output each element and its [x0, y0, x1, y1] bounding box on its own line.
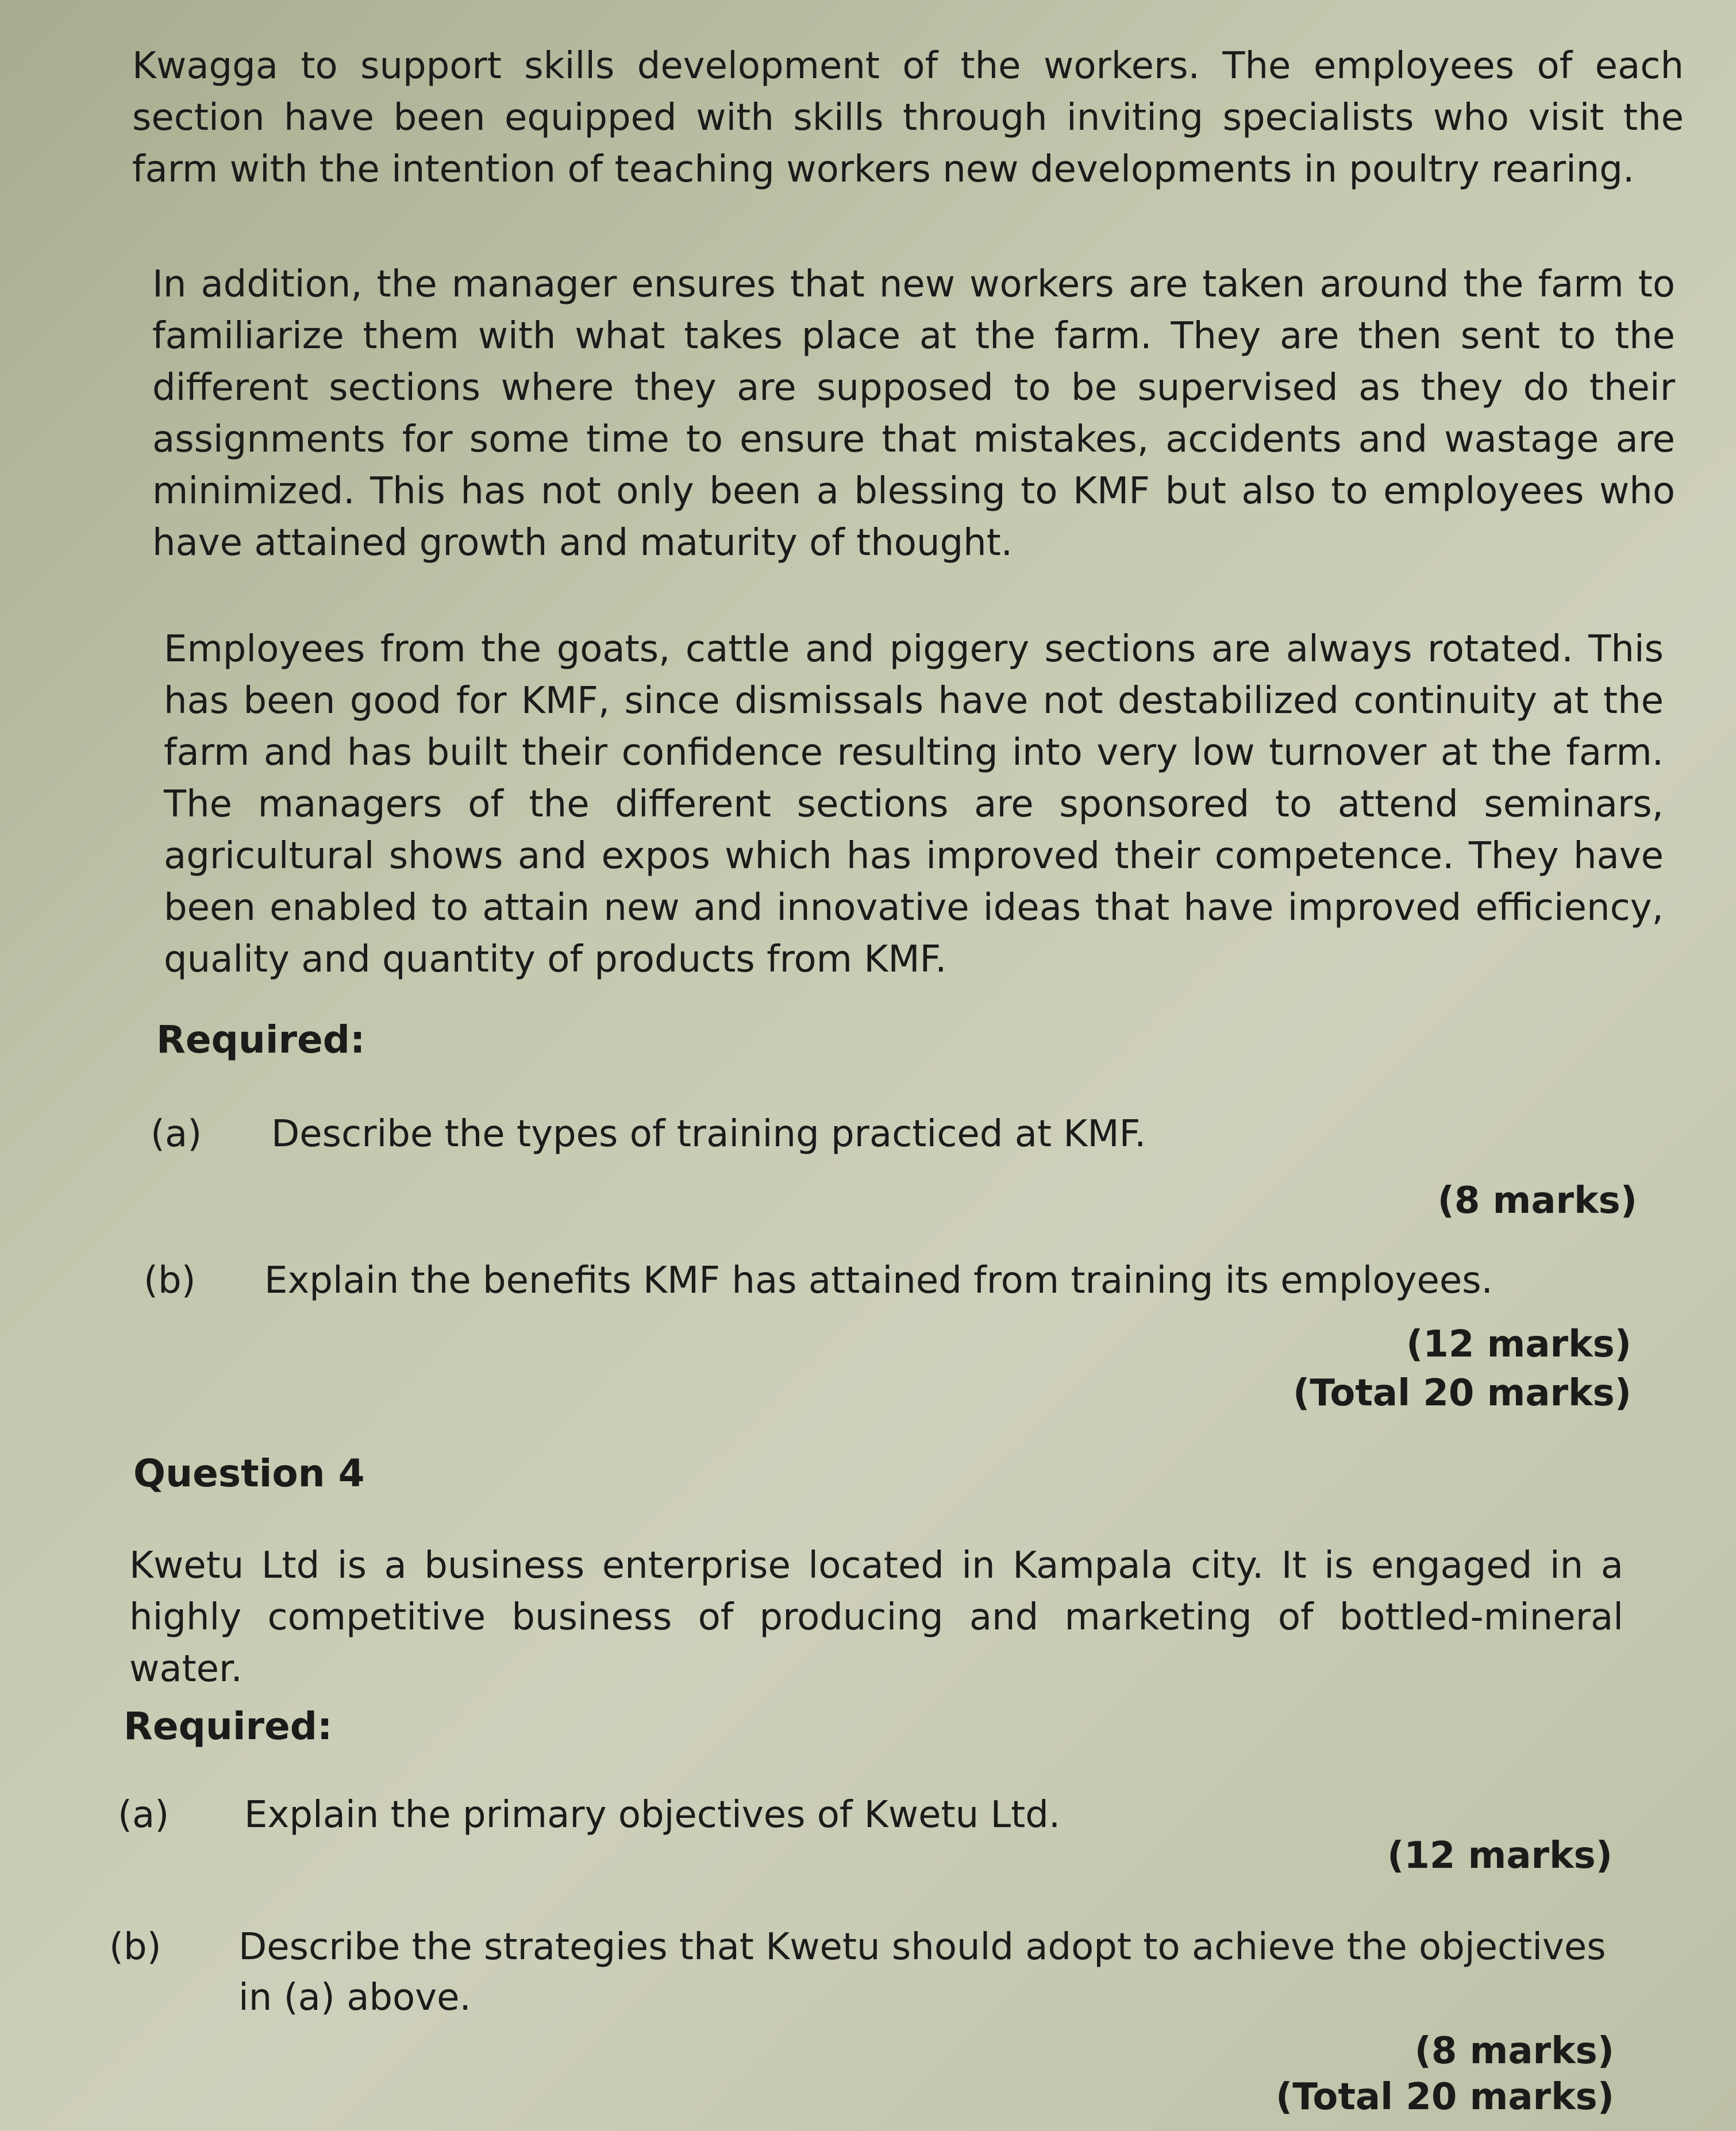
- q3-total-marks: (Total 20 marks): [1292, 1372, 1631, 1415]
- q3-part-b-marks: (12 marks): [1406, 1323, 1631, 1366]
- q3-part-a: [151, 1109, 1645, 1161]
- q4-part-b-marks: (8 marks): [1414, 2030, 1614, 2072]
- q3-part-b: [144, 1255, 1649, 1307]
- question-4-title: Question 4: [133, 1451, 365, 1496]
- q4-part-a-text: Explain the primary objectives of Kwetu Ltd.: [244, 1794, 1061, 1836]
- q4-required-heading: Required:: [124, 1704, 333, 1748]
- q3-part-a-marks: (8 marks): [1437, 1180, 1637, 1222]
- q3-part-a-text: Describe the types of training practiced at KMF.: [271, 1113, 1146, 1155]
- q3-part-a-label: (a): [151, 1113, 202, 1155]
- paragraph-job-rotation: Employees from the goats, cattle and piggery sections are always rotated. This has been good for KMF, since dismissals have not destabilized continuity at the farm and has built their confidence resulting into very low turnover at the farm. The managers of the different sections are sponsored to attend seminars, agricultural shows and expos which has improved their competence. They have been enabled to attain new and innovative ideas that have improved efficiency, quality and quantity of products from KMF.: [164, 628, 1664, 981]
- q3-part-b-label: (b): [144, 1259, 196, 1302]
- q4-part-b: [109, 1922, 1626, 2037]
- q4-part-b-text: Describe the strategies that Kwetu should adopt to achieve the objectives in (a) above.: [238, 1926, 1606, 2019]
- q4-part-b-label: (b): [109, 1926, 161, 1968]
- q3-part-b-text: Explain the benefits KMF has attained from training its employees.: [264, 1259, 1493, 1302]
- q4-part-a-marks: (12 marks): [1387, 1835, 1612, 1877]
- paragraph-training-specialists: Kwagga to support skills development of the workers. The employees of each section have been equipped with skills through inviting specialists who visit the farm with the intention of teaching workers new developments in poultry rearing.: [132, 45, 1684, 191]
- q4-part-a-label: (a): [118, 1794, 170, 1836]
- q4-total-marks: (Total 20 marks): [1275, 2076, 1614, 2118]
- q3-required-heading: Required:: [156, 1018, 365, 1062]
- paragraph-induction: In addition, the manager ensures that new workers are taken around the farm to familiarize them with what takes place at the farm. They are then sent to the different sections where they are supposed to be supervised as they do their assignments for some time to ensure that mistakes, accidents and wastage are minimized. This has not only been a blessing to KMF but also to employees who have attained growth and maturity of thought.: [152, 263, 1675, 564]
- q4-intro-paragraph: Kwetu Ltd is a business enterprise located in Kampala city. It is engaged in a highly competitive business of producing and marketing of bottled-mineral water.: [129, 1544, 1623, 1690]
